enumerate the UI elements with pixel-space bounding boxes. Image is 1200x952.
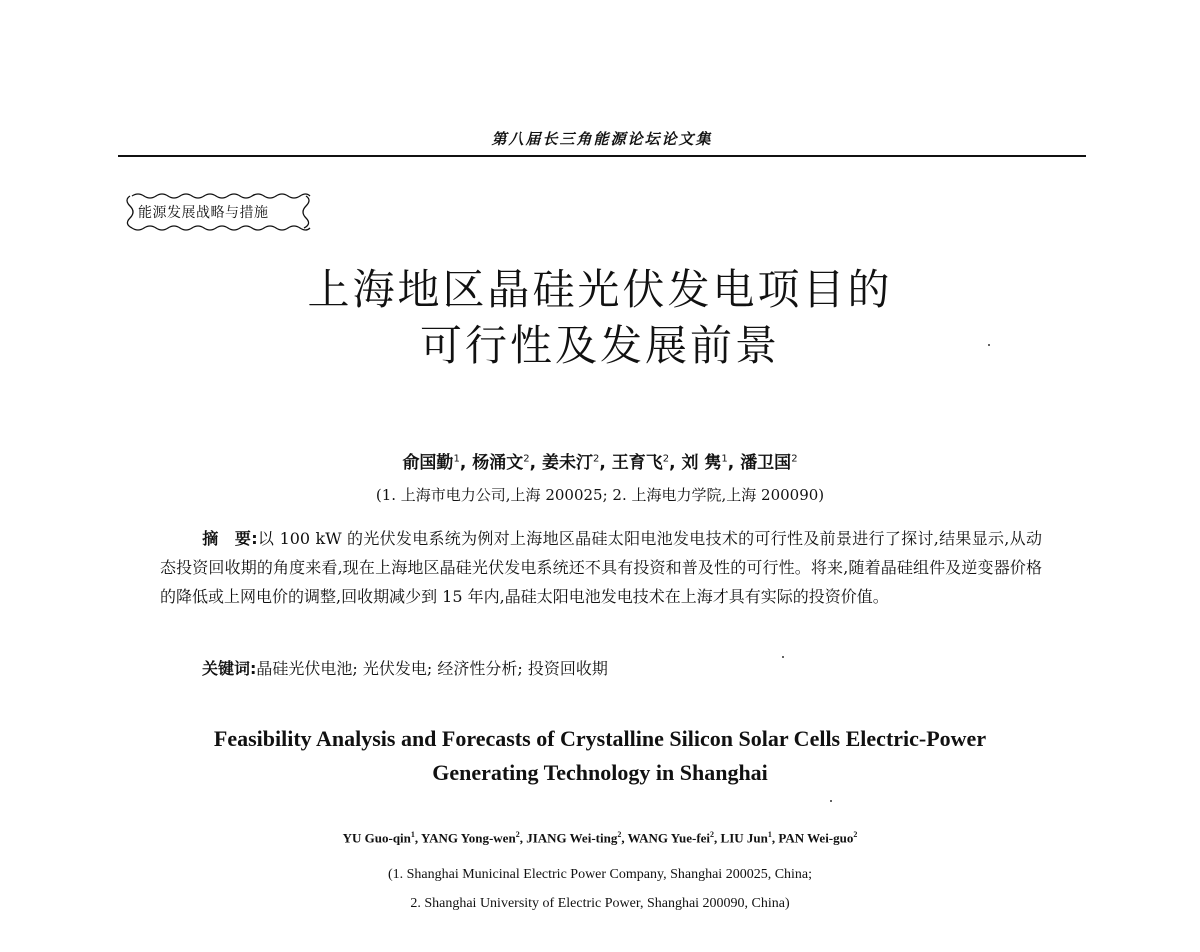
title-en-line-1: Feasibility Analysis and Forecasts of Crystalline Silicon Solar Cells Electric-Power xyxy=(213,726,987,751)
author-cn: 俞国勤 xyxy=(402,453,454,473)
affiliation-en-line-2: 2. Shanghai University of Electric Power, Shanghai 200090, China) xyxy=(410,896,790,911)
author-aff-mark: 2 xyxy=(523,453,530,465)
running-header: 第八届长三角能源论坛论文集 xyxy=(491,130,713,148)
author-aff-mark: 2 xyxy=(592,453,600,465)
author-aff-mark: 2 xyxy=(853,830,858,839)
author-aff-mark: 1 xyxy=(453,453,460,465)
author-cn: 刘 隽 xyxy=(681,453,722,473)
author-aff-mark: 2 xyxy=(662,453,670,465)
scan-speck xyxy=(830,800,832,802)
author-aff-mark: 1 xyxy=(410,830,415,839)
affiliations-en xyxy=(0,860,1200,918)
article-title-en xyxy=(0,722,1200,790)
author-aff-mark: 2 xyxy=(710,830,715,839)
authors-en: YU Guo-qin$^1$, YANG Yong-wen$^2$, JIANG Wei-ting$^2$, WANG Yue-fei$^2$, LIU Jun$^1$, PAN Wei-guo$^2$ xyxy=(342,830,858,846)
scan-speck xyxy=(988,344,990,346)
keywords-cn xyxy=(202,656,608,679)
authors-cn: 俞国勤$^1$, 杨涌文$^2$, 姜未汀$^2$, 王育飞$^2$, 刘 隽$^1$, 潘卫国$^2$ xyxy=(402,453,798,473)
abstract-label: 摘 要: xyxy=(202,529,258,548)
author-cn: 姜未汀 xyxy=(541,453,593,473)
author-en: YU Guo-qin xyxy=(342,830,411,846)
affiliation-en-line-1: (1. Shanghai Municinal Electric Power Company, Shanghai 200025, China; xyxy=(387,867,813,882)
author-en: LIU Jun xyxy=(720,830,768,846)
abstract-text: 以 100 kW 的光伏发电系统为例对上海地区晶硅太阳电池发电技术的可行性及前景进行了探讨,结果显示,从动态投资回收期的角度来看,现在上海地区晶硅光伏发电系统还不具有投资和普及性的可行性。将来,随着晶硅组件及逆变器价格的降低或上网电价的调整,回收期减少到 15 年内,晶硅太阳电池发电技术在上海才具有实际的投资价值。 xyxy=(160,529,1042,606)
article-title-cn xyxy=(0,262,1200,374)
author-en: JIANG Wei-ting xyxy=(526,830,618,846)
title-en-line-2: Generating Technology in Shanghai xyxy=(432,760,768,785)
abstract-cn xyxy=(160,524,1042,611)
column-badge xyxy=(122,190,314,234)
column-badge-label: 能源发展战略与措施 xyxy=(138,205,269,221)
author-cn: 潘卫国 xyxy=(740,453,792,473)
affiliations-cn: (1. 上海市电力公司,上海 200025; 2. 上海电力学院,上海 200090) xyxy=(375,486,825,504)
title-cn-line-1: 上海地区晶硅光伏发电项目的 xyxy=(307,265,893,314)
author-aff-mark: 2 xyxy=(791,453,798,465)
header-rule xyxy=(118,155,1086,157)
author-en: WANG Yue-fei xyxy=(627,830,711,846)
author-aff-mark: 2 xyxy=(515,830,520,839)
title-cn-line-2: 可行性及发展前景 xyxy=(419,321,780,370)
author-aff-mark: 1 xyxy=(767,830,772,839)
keywords-text: 晶硅光伏电池; 光伏发电; 经济性分析; 投资回收期 xyxy=(256,659,608,678)
keywords-label: 关键词: xyxy=(202,659,257,678)
author-cn: 王育飞 xyxy=(611,453,663,473)
author-en: PAN Wei-guo xyxy=(778,830,854,846)
author-cn: 杨涌文 xyxy=(472,453,524,473)
author-en: YANG Yong-wen xyxy=(420,830,516,846)
scan-speck xyxy=(782,656,784,658)
author-aff-mark: 2 xyxy=(617,830,622,839)
author-aff-mark: 1 xyxy=(721,453,728,465)
